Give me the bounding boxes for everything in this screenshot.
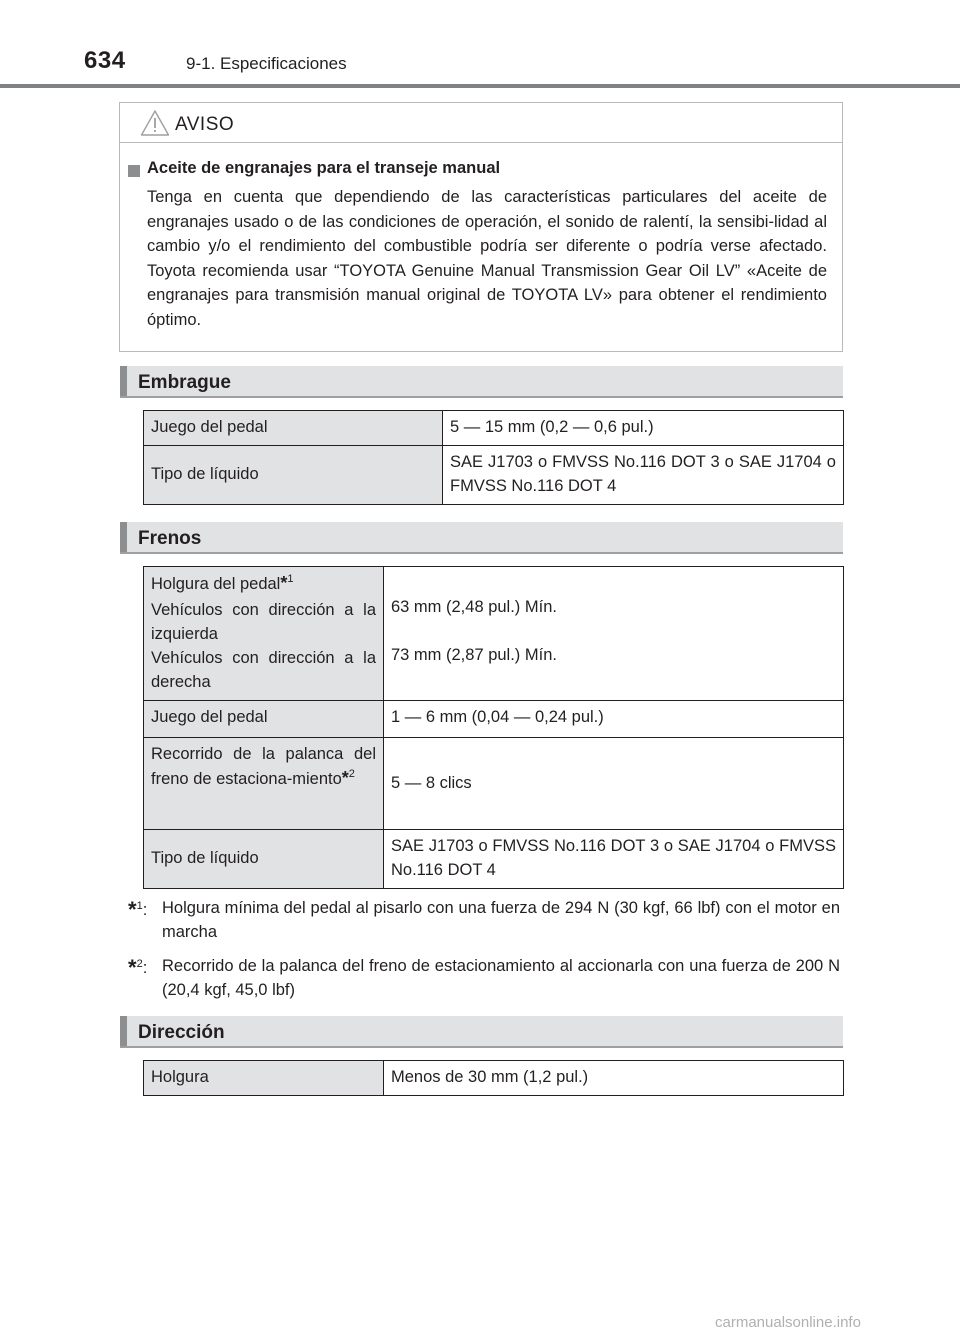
footnote-text: Recorrido de la palanca del freno de estacionamiento al accionarla con una fuerza de 200 N (20,4 kgf, 45,0 lbf): [162, 957, 840, 999]
notice-box: [119, 102, 843, 352]
footnote-ref: 1: [287, 573, 294, 585]
footnote-star: *: [341, 768, 349, 788]
table-row: [144, 830, 844, 889]
row-label: Tipo de líquido: [144, 446, 443, 505]
row-label: [144, 567, 384, 701]
row-value: [384, 567, 844, 701]
footnote-star: *: [280, 573, 288, 593]
row-value: 1 — 6 mm (0,04 — 0,24 pul.): [384, 701, 844, 738]
table-row: [144, 567, 844, 701]
row-value: SAE J1703 o FMVSS No.116 DOT 3 o SAE J1704 o FMVSS No.116 DOT 4: [384, 830, 844, 889]
section-heading: Dirección: [138, 1022, 225, 1043]
table-row: [144, 1061, 844, 1096]
row-label: Juego del pedal: [144, 701, 384, 738]
notice-title: Aceite de engranajes para el transeje manual: [147, 159, 501, 177]
row-label: [144, 738, 384, 830]
page-header: [0, 0, 960, 90]
row-value: SAE J1703 o FMVSS No.116 DOT 3 o SAE J1704 o FMVSS No.116 DOT 4: [443, 446, 844, 505]
section-band-frenos: [120, 522, 843, 554]
footnote-marker: *$^1$:: [128, 897, 148, 922]
row-label: Holgura: [144, 1061, 384, 1096]
footnote-text: Holgura mínima del pedal al pisarlo con una fuerza de 294 N (30 kgf, 66 lbf) con el motor en marcha: [162, 899, 840, 941]
footnote: [128, 896, 840, 944]
clutch-table: [143, 410, 844, 505]
footnote-ref: 2: [348, 768, 355, 780]
watermark: carmanualsonline.info: [715, 1314, 861, 1331]
value-text: 63 mm (2,48 pul.) Mín.: [391, 598, 557, 616]
brakes-table: [143, 566, 844, 889]
steering-table: [143, 1060, 844, 1096]
square-bullet-icon: [128, 165, 140, 177]
header-rule: [0, 84, 960, 88]
section-heading: Frenos: [138, 528, 202, 549]
label-text: Recorrido de la palanca del freno de estaciona-miento: [151, 745, 376, 788]
notice-body: Tenga en cuenta que dependiendo de las características particulares del aceite de engranajes usado o de las condiciones de operación, el sonido de ralentí, la sensibi-lidad al cambio y/o el rendimiento del combustible podría ser diferente o podría verse afectado. Toyota recomienda usar “TOYOTA Genuine Manual Transmission Gear Oil LV” «Aceite de engranajes para transmisión manual original de TOYOTA LV» para obtener el rendimiento óptimo.: [147, 188, 827, 329]
footnote: [128, 954, 840, 1002]
table-row: [144, 411, 844, 446]
table-row: [144, 446, 844, 505]
label-text: Vehículos con dirección a la izquierda: [151, 601, 376, 643]
table-row: [144, 738, 844, 830]
row-label: Juego del pedal: [144, 411, 443, 446]
row-value: 5 — 15 mm (0,2 — 0,6 pul.): [443, 411, 844, 446]
row-value: Menos de 30 mm (1,2 pul.): [384, 1061, 844, 1096]
warning-triangle-icon: [140, 109, 170, 137]
footnote-marker: *$^2$:: [128, 955, 148, 980]
row-value: 5 — 8 clics: [384, 738, 844, 830]
section-title: 9-1. Especificaciones: [186, 54, 347, 73]
section-heading: Embrague: [138, 372, 231, 393]
label-text: Vehículos con dirección a la derecha: [151, 649, 376, 691]
section-band-embrague: [120, 366, 843, 398]
notice-header: [120, 103, 842, 143]
notice-label: AVISO: [175, 114, 235, 135]
page-number: 634: [84, 47, 126, 74]
value-text: 73 mm (2,87 pul.) Mín.: [391, 646, 557, 664]
section-band-direccion: [120, 1016, 843, 1048]
row-label: Tipo de líquido: [144, 830, 384, 889]
table-row: [144, 701, 844, 738]
label-text: Holgura del pedal: [151, 575, 281, 593]
